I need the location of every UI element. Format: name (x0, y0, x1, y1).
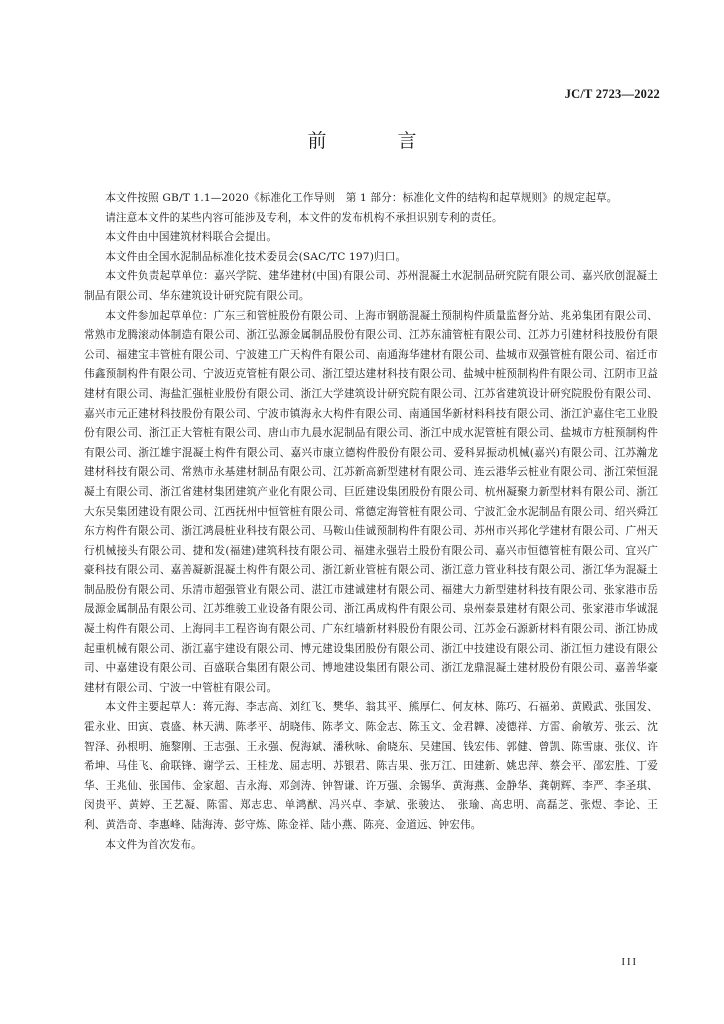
paragraph-participating-drafters: 本文件参加起草单位：广东三和管桩股份有限公司、上海市钢筋混凝土预制构件质量监督分站、兆弟集团有限公司、常熟市龙腾滚动体制造有限公司、浙江弘源金属制品股份有限公司、江苏东浦管桩有限公司、江苏力引建材科技股份有限公司、福建宝丰管桩有限公司、宁波建工广天构件有限公司、南通海华建材有限公司、盐城市双强管桩有限公司、宿迁市伟鑫预制构件有限公司、宁波迈克管桩有限公司、浙江望达建材科技有限公司、盐城中桩预制构件有限公司、江阴市卫益建材有限公司、海盐汇强桩业股份有限公司、浙江大学建筑设计研究院有限公司、江苏省建筑设计研究院股份有限公司、嘉兴市元正建材科技股份有限公司、宁波市镇海永大构件有限公司、南通国华新材料科技有限公司、浙江沪嘉住宅工业股份有限公司、浙江正大管桩有限公司、唐山市九晨水泥制品有限公司、浙江中成水泥管桩有限公司、盐城市方桩预制构件有限公司、浙江雄宇混凝土构件有限公司、嘉兴市康立德构件股份有限公司、爱科昇振动机械(嘉兴)有限公司、江苏瀚龙建材科技有限公司、常熟市永基建材制品有限公司、江苏新高新型建材有限公司、连云港华云桩业有限公司、浙江荣恒混凝土有限公司、浙江省建材集团建筑产业化有限公司、巨匠建设集团股份有限公司、杭州凝聚力新型材料有限公司、浙江大东吴集团建设有限公司、江西抚州中恒管桩有限公司、常德定海管桩有限公司、宁波汇金水泥制品有限公司、绍兴舜江东方构件有限公司、浙江鸿晨桩业科技有限公司、马鞍山佳诚预制构件有限公司、苏州市兴邦化学建材有限公司、广州天行机械接头有限公司、捷和发(福建)建筑科技有限公司、福建永强岩土股份有限公司、嘉兴市恒德管桩有限公司、宜兴广豪科技有限公司、嘉善凝新混凝土构件有限公司、浙江新业管桩有限公司、浙江意力管业科技有限公司、浙江华为混凝土制品股份有限公司、乐清市超强管业有限公司、湛江市建诚建材有限公司、福建大力新型建材科技有限公司、张家港市岳晟源金属制品有限公司、江苏维骏工业设备有限公司、浙江禹成构件有限公司、泉州泰景建材有限公司、张家港市华诚混凝土构件有限公司、上海同丰工程咨询有限公司、广东红墙新材料股份有限公司、江苏金石源新材料有限公司、浙江协成起重机械有限公司、浙江嘉宇建设有限公司、博元建设集团股份有限公司、浙江中技建设有限公司、浙江恒力建设有限公司、中嘉建设有限公司、百盛联合集团有限公司、博地建设集团有限公司、浙江龙鼎混凝土建材股份有限公司、嘉善华豪建材有限公司、宁波一中管桩有限公司。 (84, 309, 658, 694)
paragraph-proposed-by: 本文件由中国建筑材料联合会提出。 (105, 231, 278, 244)
paragraph-under-jurisdiction: 本文件由全国水泥制品标准化技术委员会(SAC/TC 197)归口。 (105, 250, 407, 263)
paragraph-lead-drafters: 本文件负责起草单位：嘉兴学院、建华建材(中国)有限公司、苏州混凝土水泥制品研究院有限公司、嘉兴欣创混凝土制品有限公司、华东建筑设计研究院有限公司。 (84, 270, 658, 302)
foreword-body (84, 189, 658, 855)
paragraph-drafting-rules: 本文件按照 GB/T 1.1—2020《标准化工作导则 第 1 部分：标准化文件的结构和起草规则》的规定起草。 (105, 192, 618, 204)
paragraph-first-release: 本文件为首次发布。 (105, 838, 202, 851)
paragraph-main-drafters: 本文件主要起草人：蒋元海、李志高、刘红飞、樊华、翁其平、熊厚仁、何友林、陈巧、石福弟、黄殿武、张国发、霍永业、田寅、袁盛、林天满、陈孝平、胡晓伟、陈孝文、陈金志、陈玉文、金君韡、凌德祥、方雷、俞敏芳、张云、沈智泽、孙根明、施黎刚、王志强、王永强、倪海斌、潘秋咏、俞晓东、吴建国、钱宏伟、郭健、曾凯、陈雪康、张仪、许希坤、马佳飞、俞联锋、谢学云、王桂龙、屈志明、苏银君、陈吉果、张万江、田建新、姚忠萍、蔡会平、邵宏胜、丁爱华、王兆仙、张国伟、金家超、吉永海、邓剑涛、钟智谦、许万强、余锡华、黄海燕、金静华、龚朝辉、李严、李圣琪、闵贵平、黄婷、王艺凝、陈雷、郑志忠、单鸿猷、冯兴卓、李斌、张骏达、 张瑜、高忠明、高磊芝、张煜、李论、王利、黄浩奇、李惠峰、陆海涛、彭守炼、陈金祥、陆小燕、陈亮、金道远、钟宏伟。 (84, 701, 658, 831)
page-title: 前 言 (307, 130, 443, 152)
standard-number: JC/T 2723—2022 (564, 87, 660, 101)
page-number: III (621, 957, 638, 968)
paragraph-patent-notice: 请注意本文件的某些内容可能涉及专利，本文件的发布机构不承担识别专利的责任。 (105, 211, 503, 224)
